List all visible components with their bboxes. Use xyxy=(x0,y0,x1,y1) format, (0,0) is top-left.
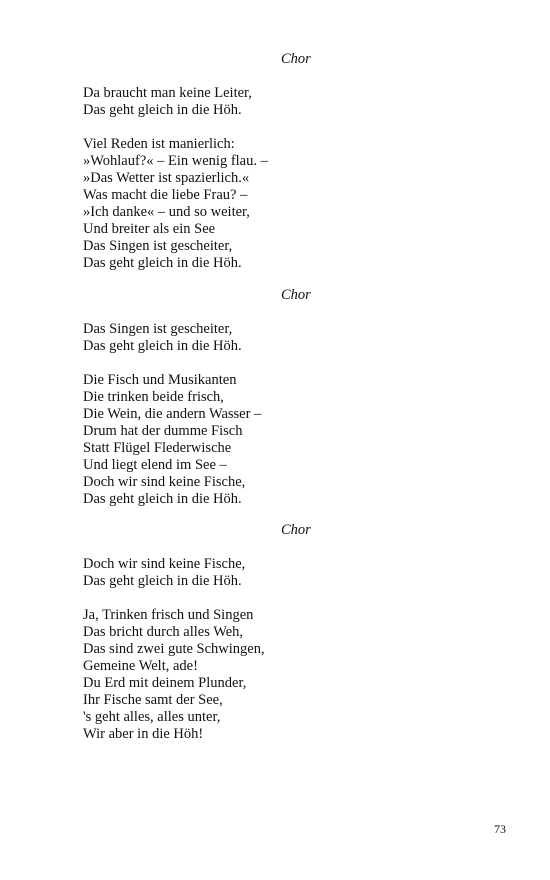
chorus-heading: Chor xyxy=(281,51,311,67)
verse-line: Ihr Fische samt der See, xyxy=(83,692,223,708)
verse-line: Doch wir sind keine Fische, xyxy=(83,474,246,490)
verse-line: Das geht gleich in die Höh. xyxy=(83,102,242,118)
verse-line: Ja, Trinken frisch und Singen xyxy=(83,607,254,623)
verse-line: 's geht alles, alles unter, xyxy=(83,709,221,725)
verse-line: Das geht gleich in die Höh. xyxy=(83,255,242,271)
verse-line: Das geht gleich in die Höh. xyxy=(83,491,242,507)
verse-line: Die Wein, die andern Wasser – xyxy=(83,406,262,422)
verse-line: »Ich danke« – und so weiter, xyxy=(83,204,250,220)
verse-line: Wir aber in die Höh! xyxy=(83,726,204,742)
page-number: 73 xyxy=(494,822,506,836)
verse-line: Statt Flügel Flederwische xyxy=(83,440,232,456)
verse-line: Du Erd mit deinem Plunder, xyxy=(83,675,247,691)
verse-line: Die trinken beide frisch, xyxy=(83,389,224,405)
verse-line: Gemeine Welt, ade! xyxy=(83,658,198,674)
chorus-heading: Chor xyxy=(281,287,311,303)
verse-line: Und breiter als ein See xyxy=(83,221,216,237)
verse-line: Das bricht durch alles Weh, xyxy=(83,624,244,640)
verse-line: Doch wir sind keine Fische, xyxy=(83,556,246,572)
verse-line: Das sind zwei gute Schwingen, xyxy=(83,641,265,657)
verse-line: Das geht gleich in die Höh. xyxy=(83,338,242,354)
verse-line: Das Singen ist gescheiter, xyxy=(83,238,233,254)
verse-line: »Das Wetter ist spazierlich.« xyxy=(83,170,250,186)
verse-line: Das Singen ist gescheiter, xyxy=(83,321,233,337)
verse-line: Viel Reden ist manierlich: xyxy=(83,136,235,152)
verse-line: Und liegt elend im See – xyxy=(83,457,227,473)
verse-line: Da braucht man keine Leiter, xyxy=(83,85,252,101)
verse-line: Die Fisch und Musikanten xyxy=(83,372,237,388)
verse-line: Was macht die liebe Frau? – xyxy=(83,187,248,203)
verse-line: »Wohlauf?« – Ein wenig flau. – xyxy=(83,153,268,169)
verse-line: Drum hat der dumme Fisch xyxy=(83,423,243,439)
chorus-heading: Chor xyxy=(281,522,311,538)
verse-line: Das geht gleich in die Höh. xyxy=(83,573,242,589)
